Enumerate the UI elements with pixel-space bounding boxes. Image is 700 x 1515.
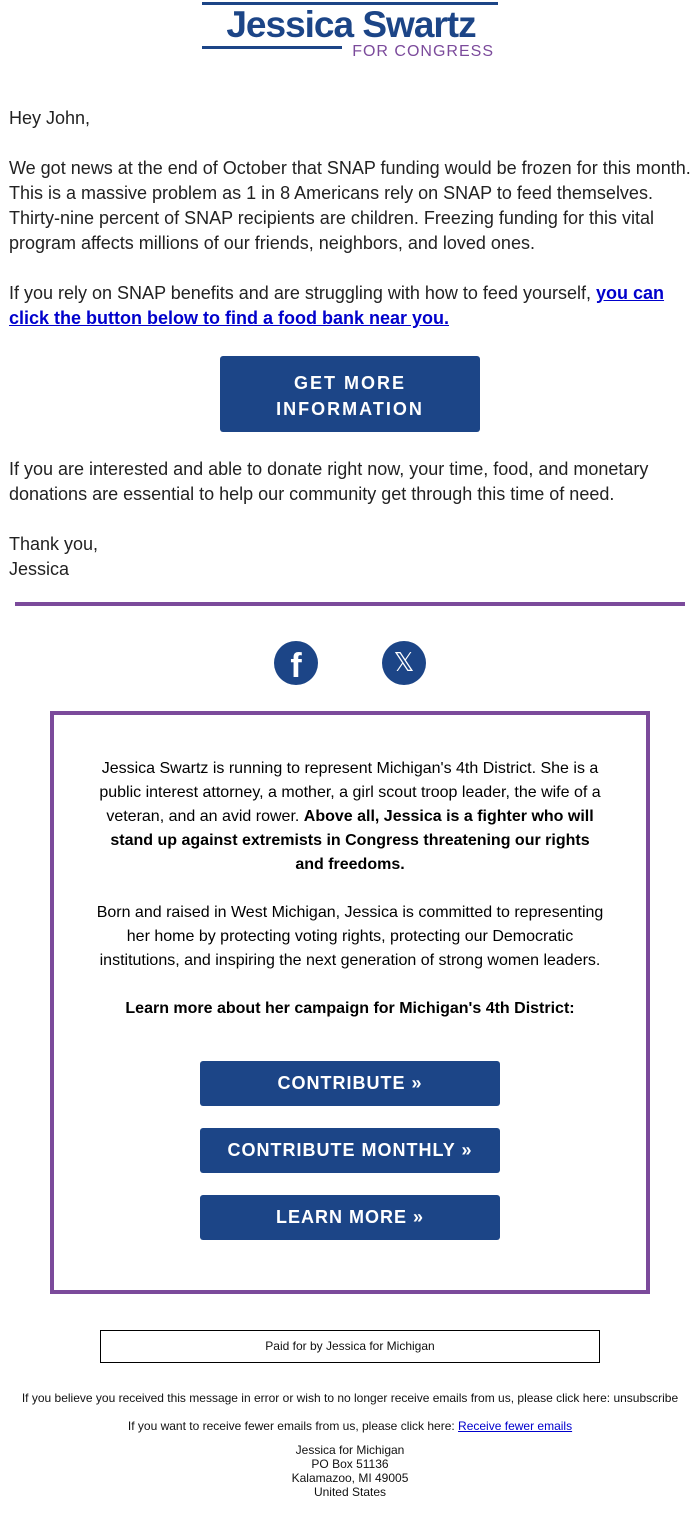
bio-text: Jessica Swartz is running to represent Michigan's 4th District. She is a public interest attorney, a mother, a girl scout troop leader, the wife of a veteran, and an avid rower. (99, 760, 601, 825)
bio-paragraph-2: Born and raised in West Michigan, Jessica is committed to representing her home by protecting voting rights, protecting our Democratic institutions, and inspiring the next generation of strong women leaders. (96, 904, 604, 969)
contribute-monthly-button[interactable]: CONTRIBUTE MONTHLY » (200, 1128, 500, 1173)
signature: Jessica (9, 559, 70, 579)
mailing-address (0, 1443, 700, 1499)
unsubscribe-text[interactable]: If you believe you received this message in error or wish to no longer receive emails from us, please click here: unsubscribe (21, 1391, 679, 1405)
receive-fewer-emails-link[interactable]: Receive fewer emails (458, 1419, 573, 1433)
paragraph-snap: We got news at the end of October that SNAP funding would be frozen for this month. This is a massive problem as 1 in 8 Americans rely on SNAP to feed themselves. Thirty-nine percent of SNAP recipients are children. Freezing funding for this vital program affects millions of our friends, neighbors, and loved ones. (9, 158, 691, 253)
divider (15, 602, 685, 606)
email-body (9, 106, 695, 582)
paid-for-disclaimer: Paid for by Jessica for Michigan (100, 1330, 600, 1363)
paragraph-text: If you rely on SNAP benefits and are struggling with how to feed yourself, (9, 283, 596, 303)
address-line: Jessica for Michigan (295, 1443, 405, 1457)
contribute-button[interactable]: CONTRIBUTE » (200, 1061, 500, 1106)
paragraph-food-bank (9, 281, 695, 331)
bio-paragraph (94, 757, 606, 877)
get-more-information-button[interactable]: GET MORE INFORMATION (220, 356, 480, 432)
greeting: Hey John, (9, 108, 91, 128)
address-line: Kalamazoo, MI 49005 (291, 1471, 409, 1485)
paragraph-donate: If you are interested and able to donate right now, your time, food, and monetary donations are essential to help our community get through this time of need. (9, 459, 649, 504)
facebook-icon[interactable]: f (274, 641, 318, 685)
campaign-logo (200, 2, 500, 60)
signoff: Thank you, (9, 534, 99, 554)
address-line: United States (313, 1485, 387, 1499)
logo-name: Jessica Swartz (226, 4, 476, 45)
food-bank-link[interactable]: you can click the button below to find a food bank near you. (9, 283, 665, 328)
bio-box (50, 711, 650, 1294)
bio-bold-text: Above all, Jessica is a fighter who will stand up against extremists in Congress threatening our rights and freedoms. (110, 808, 594, 873)
address-line: PO Box 51136 (311, 1457, 389, 1471)
x-icon[interactable]: 𝕏 (382, 641, 426, 685)
fewer-emails-line (0, 1419, 700, 1433)
fewer-emails-text: If you want to receive fewer emails from us, please click here: (127, 1419, 459, 1433)
learn-more-heading: Learn more about her campaign for Michigan's 4th District: (125, 1000, 575, 1017)
logo-subtitle: FOR CONGRESS (352, 43, 494, 60)
learn-more-button[interactable]: LEARN MORE » (200, 1195, 500, 1240)
